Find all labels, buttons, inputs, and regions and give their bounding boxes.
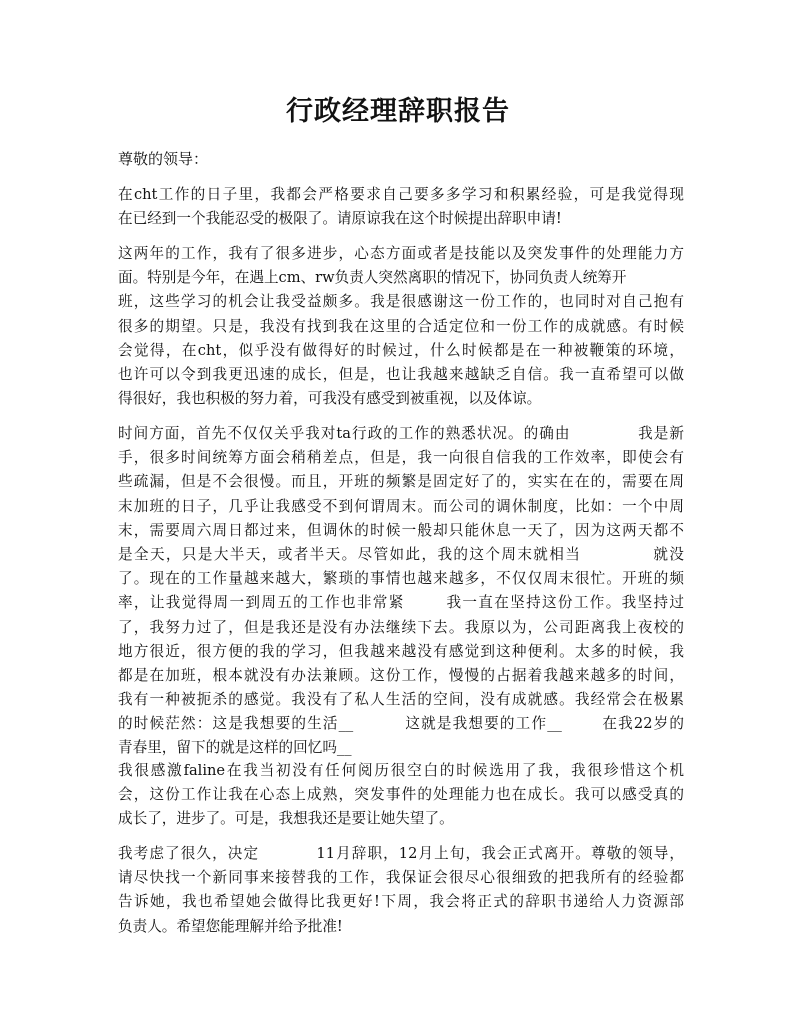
paragraph-line: 末，需要周六周日都过来，但调休的时候一般却只能休息一天了，因为这两天都不 (118, 521, 684, 539)
paragraph-line: 也许可以令到我更迅速的成长，但是，也让我越来越缺乏自信。我一直希望可以做 (118, 365, 684, 383)
paragraph-line: 末加班的日子，几乎让我感受不到何谓周末。而公司的调休制度，比如：一个中周 (118, 497, 684, 515)
paragraph-line: 班，这些学习的机会让我受益颇多。我是很感谢这一份工作的，也同时对自己抱有 (118, 293, 684, 311)
paragraph-line: 地方很近，很方便的我的学习，但我越来越没有感觉到这种便利。太多的时候，我 (118, 642, 684, 660)
paragraph-line: 会觉得，在cht，似乎没有做得好的时候过，什么时候都是在一种被鞭策的环境， (118, 341, 684, 359)
paragraph-line: 了，我努力过了，但是我还是没有办法继续下去。我原以为，公司距离我上夜校的 (118, 618, 684, 636)
paragraph-1 (118, 183, 684, 231)
document-title: 行政经理辞职报告 (286, 96, 510, 127)
paragraph-line: 都是在加班，根本就没有办法兼顾。这份工作，慢慢的占据着我越来越多的时间， (118, 666, 684, 684)
salutation: 尊敬的领导： (118, 150, 209, 168)
paragraph-line: 在cht工作的日子里，我都会严格要求自己要多多学习和积累经验，可是我觉得现 (118, 186, 684, 203)
paragraph-4 (118, 759, 684, 832)
paragraph-line: 我很感激faline在我当初没有任何阅历很空白的时候选用了我，我很珍惜这个机 (118, 762, 684, 779)
paragraph-line: 些疏漏，但是不会很慢。而且，开班的频繁是固定好了的，实实在在的，需要在周 (118, 473, 684, 491)
paragraph-line: 负责人。希望您能理解并给予批准! (118, 917, 343, 935)
paragraph-line: 我有一种被扼杀的感觉。我没有了私人生活的空间，没有成就感。我经常会在极累 (118, 691, 684, 709)
paragraph-line: 我考虑了很久，决定 11月辞职，12月上旬，我会正式离开。尊敬的领导， (118, 845, 684, 862)
paragraph-5 (118, 842, 684, 939)
paragraph-line: 在已经到一个我能忍受的极限了。请原谅我在这个时候提出辞职申请! (118, 210, 562, 228)
paragraph-line: 率，让我觉得周一到周五的工作也非常紧 我一直在坚持这份工作。我坚持过 (118, 594, 684, 612)
paragraph-line: 这两年的工作，我有了很多进步，心态方面或者是技能以及突发事件的处理能力方 (118, 245, 684, 262)
paragraph-line: 是全天，只是大半天，或者半天。尽管如此，我的这个周末就相当 就没 (118, 545, 684, 563)
paragraph-line: 请尽快找一个新同事来接替我的工作，我保证会很尽心很细致的把我所有的经验都 (118, 869, 684, 887)
paragraph-line: 时间方面，首先不仅仅关乎我对ta行政的工作的熟悉状况。的确由 我是新 (118, 425, 684, 442)
paragraph-2 (118, 242, 684, 411)
paragraph-line: 很多的期望。只是，我没有找到我在这里的合适定位和一份工作的成就感。有时候 (118, 317, 684, 335)
paragraph-3 (118, 422, 684, 761)
paragraph-line: 成长了，进步了。可是，我想我还是要让她失望了。 (118, 810, 454, 828)
paragraph-line: 了。现在的工作量越来越大，繁琐的事情也越来越多，不仅仅周末很忙。开班的频 (118, 570, 684, 588)
paragraph-line: 得很好，我也积极的努力着，可我没有感受到被重视，以及体谅。 (118, 390, 542, 408)
paragraph-line: 告诉她，我也希望她会做得比我更好!下周，我会将正式的辞职书递给人力资源部 (118, 893, 684, 911)
paragraph-line: 的时候茫然：这是我想要的生活__ 这就是我想要的工作__ 在我22岁的 (118, 715, 684, 733)
paragraph-line: 青春里，留下的就是这样的回忆吗__ (118, 739, 352, 757)
paragraph-line: 会，这份工作让我在心态上成熟，突发事件的处理能力也在成长。我可以感受真的 (118, 786, 684, 804)
paragraph-line: 面。特别是今年，在遇上cm、rw负责人突然离职的情况下，协同负责人统筹开 (118, 269, 627, 287)
paragraph-line: 手，很多时间统筹方面会稍稍差点，但是，我一向很自信我的工作效率，即使会有 (118, 449, 684, 467)
